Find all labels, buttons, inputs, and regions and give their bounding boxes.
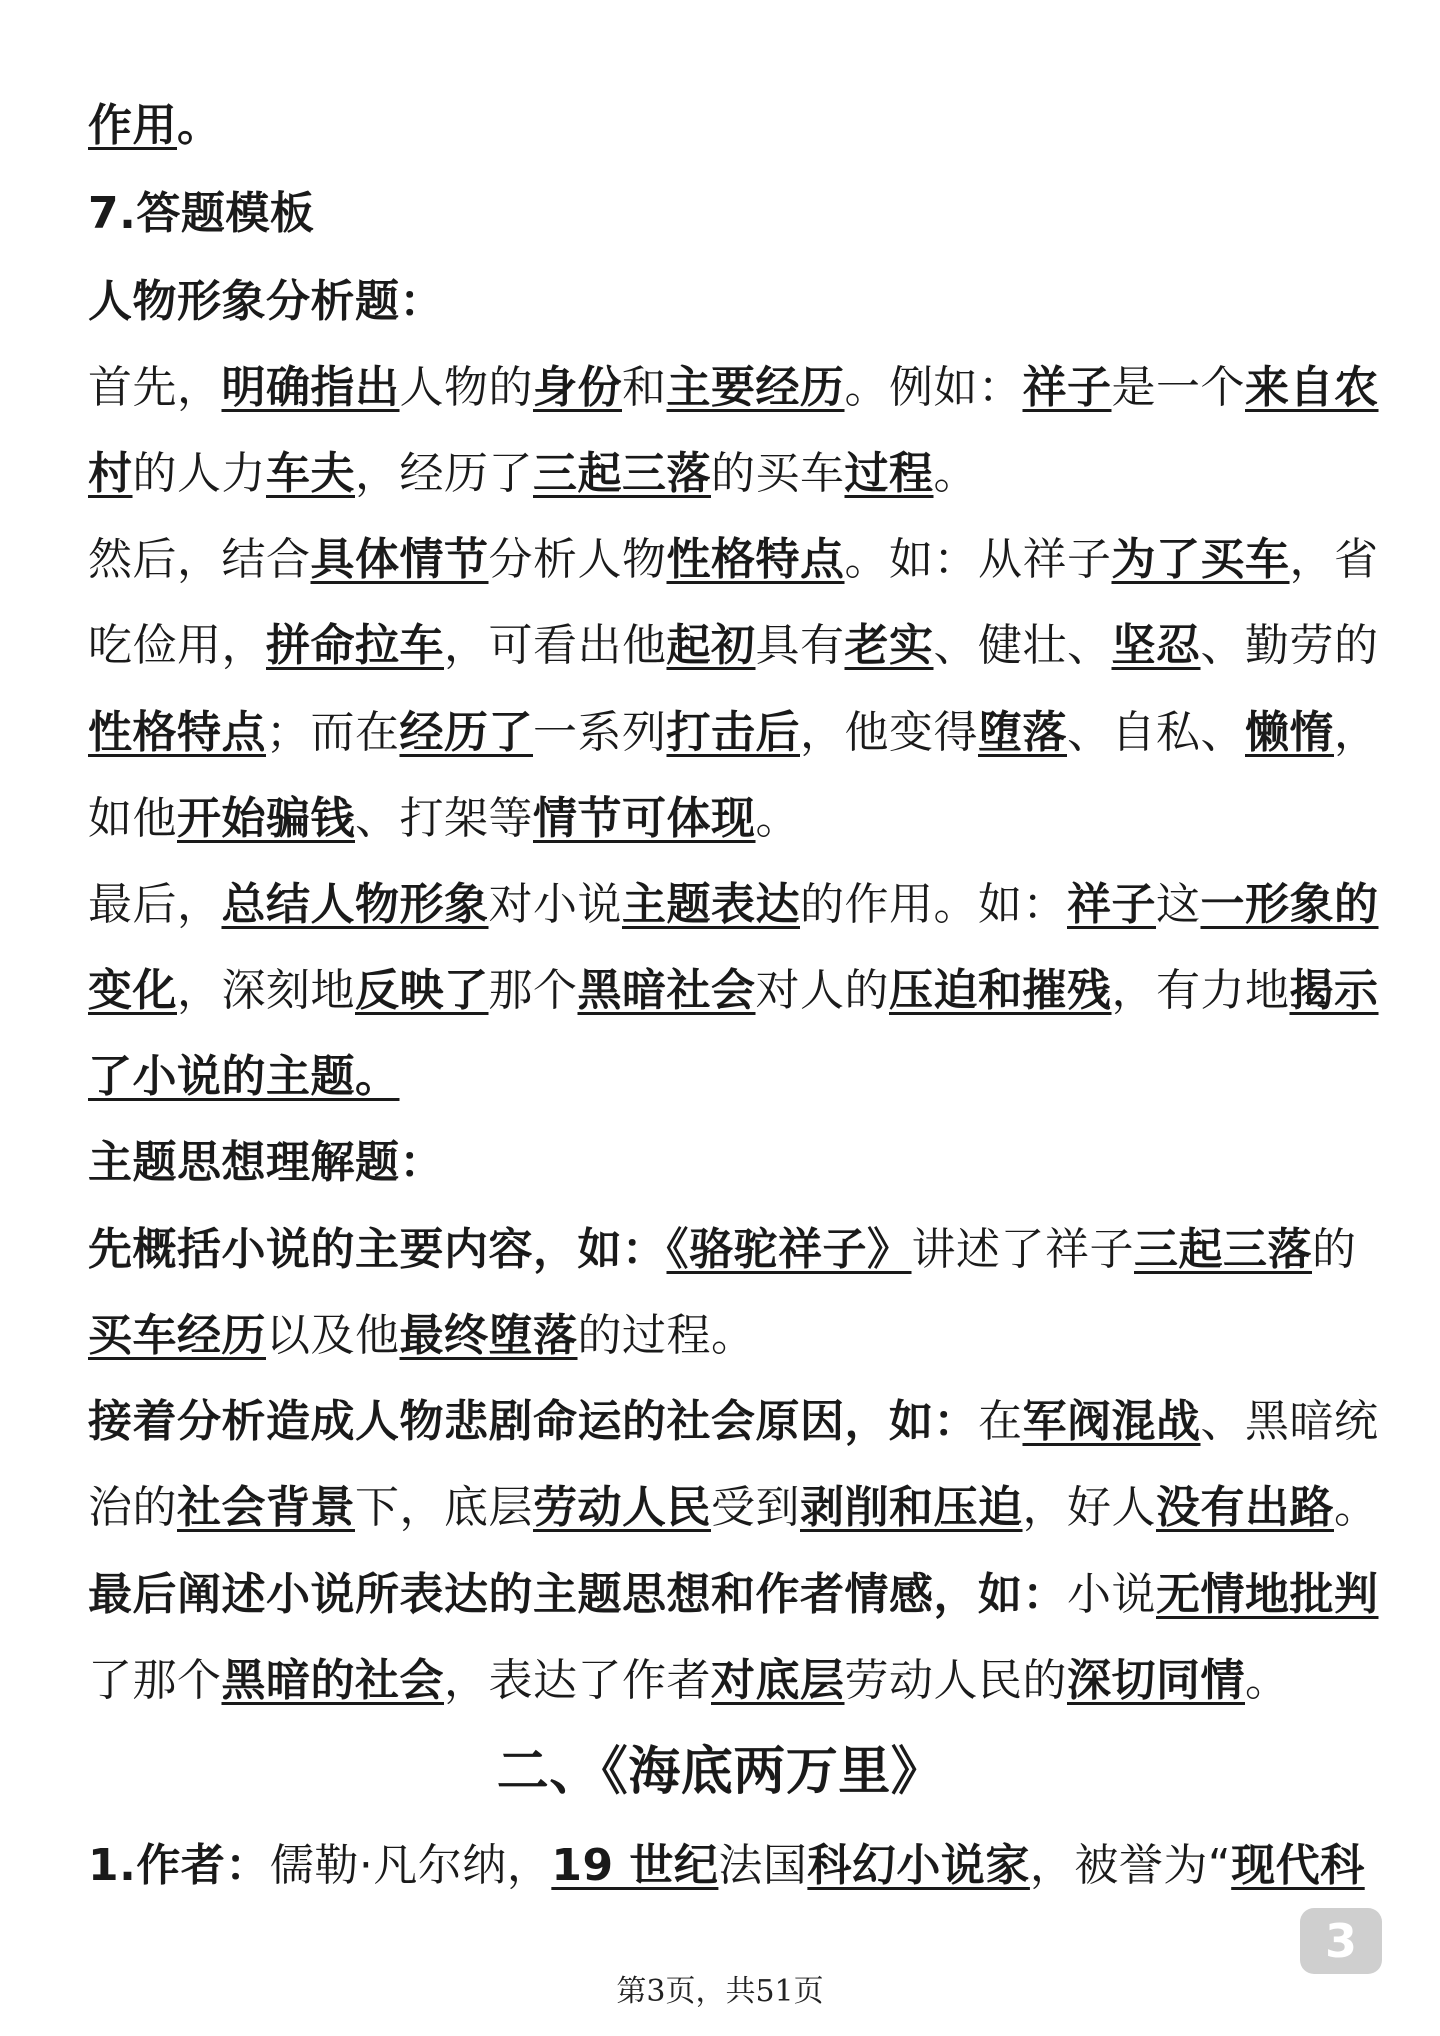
text-run: 小说 [1067, 1569, 1156, 1620]
underlined-keyword: 为了买车 [1111, 534, 1290, 585]
underlined-keyword: 村 [88, 448, 133, 499]
underlined-keyword: 开始骗钱 [177, 793, 355, 844]
text-run: 人物的 [399, 362, 533, 413]
text-run: ， [1334, 707, 1379, 758]
text-line [88, 1478, 1379, 1538]
text-run: 的 [1312, 1224, 1357, 1275]
underlined-keyword: 作用 [88, 100, 177, 151]
text-run: 是一个 [1111, 362, 1245, 413]
underlined-keyword: 经历了 [399, 707, 533, 758]
underlined-keyword: 总结人物形象 [221, 879, 489, 930]
underlined-keyword: 压迫和摧残 [889, 965, 1112, 1016]
text-line [88, 616, 1379, 676]
underlined-keyword: 了小说的主题。 [88, 1051, 400, 1102]
bold-text: 。 [177, 100, 222, 151]
text-run: 最后， [88, 879, 222, 930]
underlined-keyword: 买车经历 [88, 1310, 266, 1361]
underlined-keyword: 懒惰 [1245, 707, 1334, 758]
text-run: 受到 [711, 1482, 800, 1533]
subsection-heading [88, 1133, 1352, 1193]
bold-text: 先概括小说的主要内容，如： [88, 1224, 667, 1275]
bold-text: 1.作者： [88, 1840, 270, 1891]
text-run: ，省 [1289, 534, 1379, 585]
underlined-keyword: 社会背景 [177, 1482, 355, 1533]
text-line [88, 96, 1352, 156]
text-run: 。 [1334, 1482, 1379, 1533]
text-run: 。 [755, 793, 800, 844]
underlined-keyword: 拼命拉车 [266, 620, 444, 671]
underlined-keyword: 三起三落 [533, 448, 711, 499]
underlined-keyword: 起初 [666, 620, 756, 671]
text-run: 的过程。 [577, 1310, 756, 1361]
text-run: ，可看出他 [444, 620, 667, 671]
text-run: ，经历了 [355, 448, 533, 499]
text-run: 劳动人民的 [844, 1655, 1067, 1706]
underlined-keyword: 坚忍 [1111, 620, 1201, 671]
underlined-keyword: 一形象的 [1200, 879, 1379, 930]
text-run: 法国 [718, 1840, 808, 1891]
text-run: 、勤劳的 [1200, 620, 1379, 671]
underlined-keyword: 科幻小说家 [807, 1840, 1030, 1891]
underlined-keyword: 明确指出 [221, 362, 400, 413]
underlined-keyword: 军阀混战 [1022, 1396, 1201, 1447]
text-run: 具有 [755, 620, 845, 671]
page-footer: 第3页，共51页 [616, 1974, 824, 2009]
text-line [88, 789, 1352, 849]
underlined-keyword: 没有出路 [1156, 1482, 1334, 1533]
text-line [88, 1836, 1365, 1896]
bold-text: 7.答题模板 [88, 188, 315, 239]
text-run: 。 [1245, 1655, 1290, 1706]
text-run: 治的 [88, 1482, 177, 1533]
text-line [88, 961, 1379, 1021]
underlined-keyword: 主题表达 [622, 879, 800, 930]
underlined-keyword: 现代科 [1231, 1840, 1365, 1891]
text-line [88, 1047, 1352, 1107]
text-line [88, 358, 1379, 418]
underlined-keyword: 情节可体现 [533, 793, 756, 844]
text-line [88, 1565, 1379, 1625]
text-run: 、打架等 [355, 793, 533, 844]
section-heading [88, 184, 1352, 244]
text-run: ，好人 [1022, 1482, 1156, 1533]
text-run: 在 [978, 1396, 1023, 1447]
underlined-keyword: 三起三落 [1134, 1224, 1312, 1275]
text-run: ，被誉为“ [1029, 1840, 1232, 1891]
bold-text: 最后阐述小说所表达的主题思想和作者情感，如： [88, 1569, 1067, 1620]
text-run: 下，底层 [355, 1482, 533, 1533]
text-run: 如他 [88, 793, 177, 844]
underlined-keyword: 车夫 [266, 448, 355, 499]
underlined-keyword: 黑暗的社会 [221, 1655, 444, 1706]
underlined-keyword: 最终堕落 [399, 1310, 578, 1361]
text-run: 和 [622, 362, 667, 413]
underlined-keyword: 变化 [88, 965, 177, 1016]
text-line [88, 530, 1379, 590]
text-run: 。如：从祥子 [844, 534, 1112, 585]
underlined-keyword: 黑暗社会 [577, 965, 756, 1016]
text-run: 以及他 [266, 1310, 400, 1361]
text-run: ，表达了作者 [444, 1655, 711, 1706]
text-run: 的作用。如： [800, 879, 1067, 930]
text-run: ，他变得 [800, 707, 978, 758]
text-run: ，深刻地 [177, 965, 355, 1016]
underlined-keyword: 19 世纪 [551, 1840, 719, 1891]
underlined-keyword: 对底层 [711, 1655, 845, 1706]
underlined-keyword: 身份 [533, 362, 622, 413]
text-run: 首先， [88, 362, 222, 413]
text-run: 这 [1156, 879, 1201, 930]
text-run: 吃俭用， [88, 620, 266, 671]
text-line [88, 703, 1379, 763]
text-run: 、黑暗统 [1200, 1396, 1379, 1447]
text-run: 的买车 [711, 448, 845, 499]
text-run: 儒勒·凡尔纳， [269, 1840, 552, 1891]
underlined-keyword: 主要经历 [666, 362, 845, 413]
underlined-keyword: 祥子 [1022, 362, 1112, 413]
underlined-keyword: 过程 [844, 448, 934, 499]
underlined-keyword: 具体情节 [310, 534, 489, 585]
subsection-heading [88, 272, 1352, 332]
underlined-keyword: 深切同情 [1067, 1655, 1245, 1706]
chapter-title [0, 1742, 1440, 1802]
underlined-keyword: 性格特点 [88, 707, 266, 758]
text-run: 讲述了祥子 [911, 1224, 1134, 1275]
text-run: 。例如： [844, 362, 1023, 413]
text-run: 。 [933, 448, 978, 499]
underlined-keyword: 劳动人民 [533, 1482, 711, 1533]
text-run: 了那个 [88, 1655, 222, 1706]
text-line [88, 444, 1352, 504]
page-number-badge: 3 [1300, 1908, 1382, 1974]
text-run: 对小说 [488, 879, 622, 930]
underlined-keyword: 反映了 [355, 965, 489, 1016]
text-line [88, 1220, 1357, 1280]
text-run: 的人力 [132, 448, 266, 499]
bold-text: 主题思想理解题： [88, 1137, 444, 1188]
underlined-keyword: 剥削和压迫 [800, 1482, 1023, 1533]
text-line [88, 1651, 1352, 1711]
text-line [88, 1306, 1352, 1366]
bold-text: 二、《海底两万里》 [496, 1742, 944, 1802]
underlined-keyword: 祥子 [1067, 879, 1156, 930]
text-run: 然后，结合 [88, 534, 311, 585]
text-run: 、健壮、 [933, 620, 1112, 671]
underlined-keyword: 老实 [844, 620, 934, 671]
text-run: 一系列 [533, 707, 667, 758]
underlined-keyword: 揭示 [1289, 965, 1379, 1016]
text-run: ；而在 [266, 707, 400, 758]
underlined-keyword: 堕落 [978, 707, 1067, 758]
text-run: 、自私、 [1067, 707, 1245, 758]
text-run: 对人的 [755, 965, 889, 1016]
underlined-keyword: 来自农 [1245, 362, 1379, 413]
text-run: 分析人物 [488, 534, 667, 585]
underlined-keyword: 打击后 [666, 707, 800, 758]
underlined-keyword: 性格特点 [666, 534, 845, 585]
text-run: ，有力地 [1111, 965, 1290, 1016]
text-line [88, 1392, 1379, 1452]
text-run: 那个 [488, 965, 578, 1016]
text-line [88, 875, 1379, 935]
bold-text: 人物形象分析题： [88, 276, 444, 327]
underlined-keyword: 《骆驼祥子》 [666, 1224, 912, 1275]
bold-text: 接着分析造成人物悲剧命运的社会原因，如： [88, 1396, 978, 1447]
underlined-keyword: 无情地批判 [1156, 1569, 1379, 1620]
